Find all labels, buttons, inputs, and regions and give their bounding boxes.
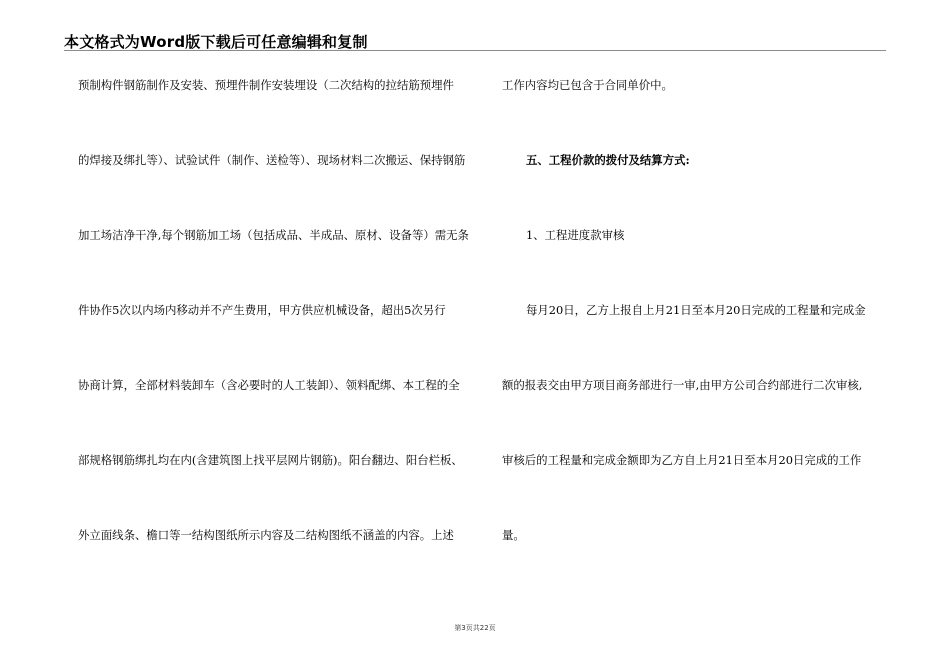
left-line-3: 加工场洁净干净,每个钢筋加工场（包括成品、半成品、原材、设备等）需无条 <box>78 228 469 242</box>
section-heading: 五、工程价款的拨付及结算方式: <box>526 153 690 167</box>
header-divider <box>64 50 886 51</box>
left-line-5: 协商计算，全部材料装卸车（含必要时的人工装卸）、领料配绑、本工程的全 <box>78 378 460 392</box>
right-line-1: 工作内容均已包含于合同单价中。 <box>502 78 673 92</box>
left-line-4: 件协作5次以内场内移动并不产生费用，甲方供应机械设备，超出5次另行 <box>78 303 446 317</box>
right-line-6: 审核后的工程量和完成金额即为乙方自上月21日至本月20日完成的工作 <box>502 453 862 467</box>
left-line-7: 外立面线条、檐口等一结构图纸所示内容及二结构图纸不涵盖的内容。上述 <box>78 528 454 542</box>
document-header-title: 本文格式为Word版下载后可任意编辑和复制 <box>64 33 368 51</box>
right-line-7: 量。 <box>502 528 525 542</box>
left-line-2: 的焊接及绑扎等）、试验试件（制作、送检等）、现场材料二次搬运、保持钢筋 <box>78 153 466 167</box>
page-number-footer: 第3页共22页 <box>454 624 496 632</box>
left-line-6: 部规格钢筋绑扎均在内(含建筑图上找平层网片钢筋)。阳台翻边、阳台栏板、 <box>78 453 463 467</box>
right-line-5: 额的报表交由甲方项目商务部进行一审,由甲方公司合约部进行二次审核, <box>502 378 863 392</box>
subsection-heading: 1、工程进度款审核 <box>526 228 625 242</box>
right-line-4: 每月20日，乙方上报自上月21日至本月20日完成的工程量和完成金 <box>526 303 866 317</box>
left-line-1: 预制构件钢筋制作及安装、预埋件制作安装埋设（二次结构的拉结筋预埋件 <box>78 78 454 92</box>
